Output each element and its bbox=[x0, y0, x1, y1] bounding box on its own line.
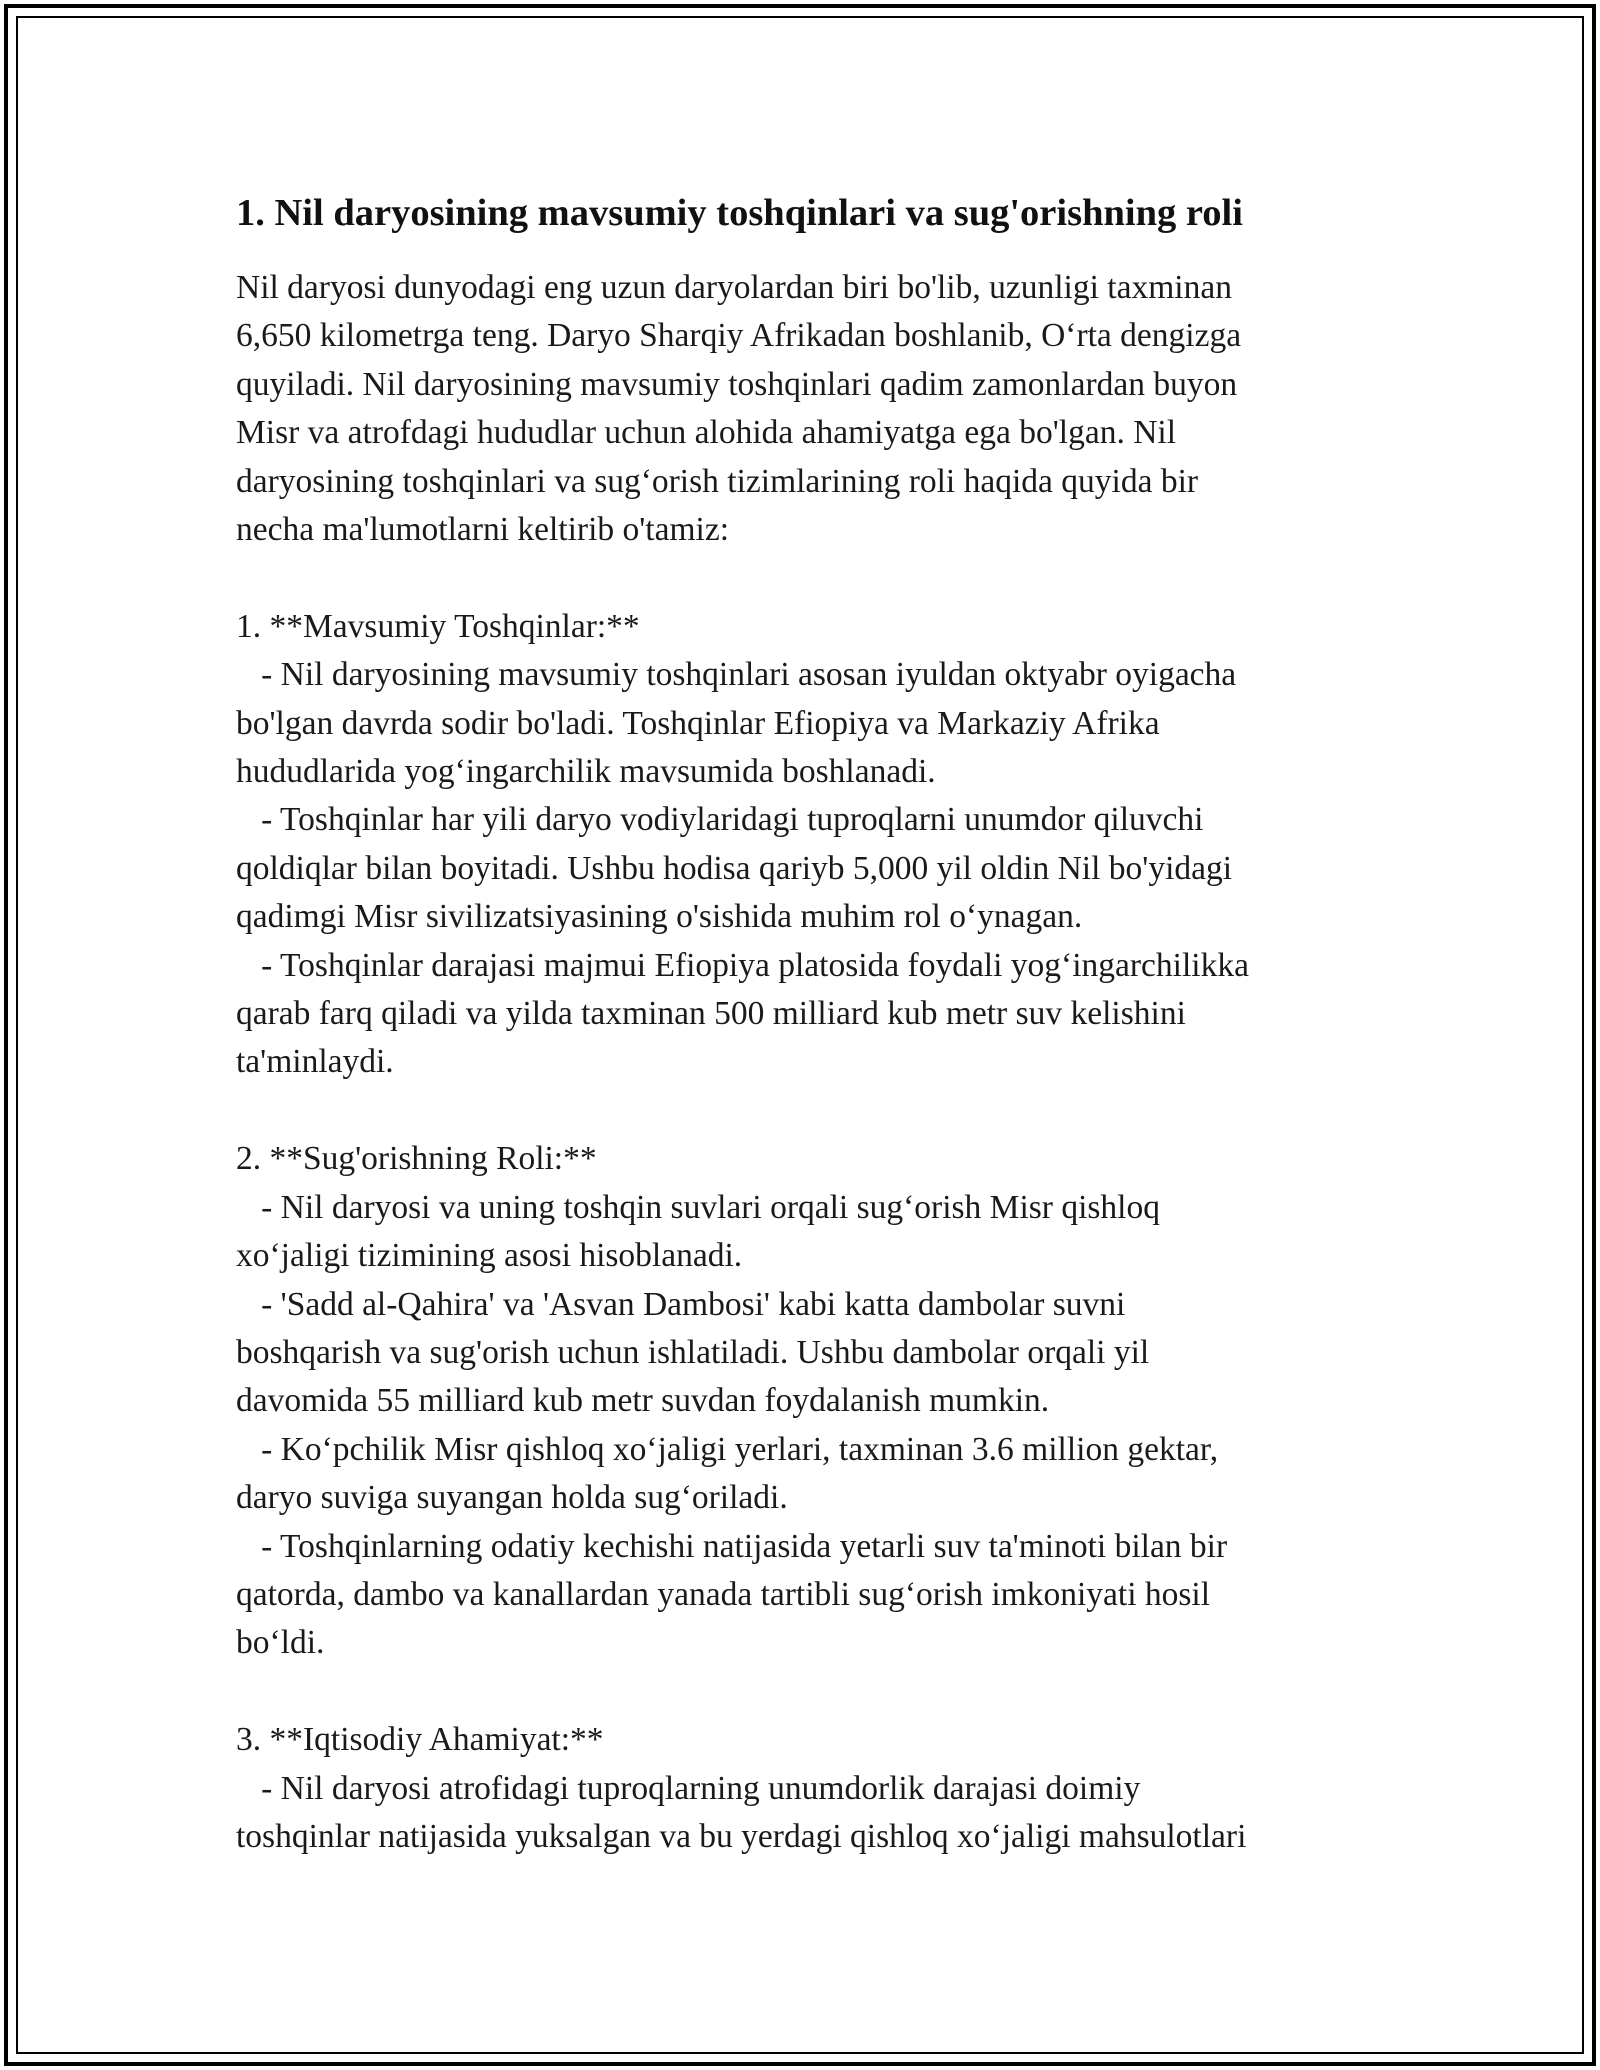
text-line: - Toshqinlar darajasi majmui Efiopiya platosida foydali yog‘ingarchilikka bbox=[236, 946, 1249, 984]
text-line: Nil daryosi dunyodagi eng uzun daryolardan biri bo'lib, uzunligi taxminan bbox=[236, 269, 1232, 306]
blank-line bbox=[236, 1087, 1396, 1135]
text-line: davomida 55 milliard kub metr suvdan foydalanish mumkin. bbox=[236, 1382, 1050, 1420]
text-line: Misr va atrofdagi hududlar uchun alohida ahamiyatga ega bo'lgan. Nil bbox=[236, 414, 1177, 452]
text-line: bo‘ldi. bbox=[236, 1624, 325, 1662]
text-line: - Nil daryosi atrofidagi tuproqlarning unumdorlik darajasi doimiy bbox=[236, 1769, 1141, 1807]
text-line: - Toshqinlarning odatiy kechishi natijasida yetarli suv ta'minoti bilan bir bbox=[236, 1527, 1228, 1565]
text-line: qatorda, dambo va kanallardan yanada tartibli sug‘orish imkoniyati hosil bbox=[236, 1575, 1211, 1613]
document-title: 1. Nil daryosining mavsumiy toshqinlari va sug'orishning roli bbox=[236, 192, 1243, 234]
text-line: ta'minlaydi. bbox=[236, 1043, 394, 1081]
text-line: hududlarida yog‘ingarchilik mavsumida boshlanadi. bbox=[236, 753, 936, 791]
text-line: - Nil daryosining mavsumiy toshqinlari asosan iyuldan oktyabr oyigacha bbox=[236, 656, 1237, 694]
text-line: quyiladi. Nil daryosining mavsumiy toshqinlari qadim zamonlardan buyon bbox=[236, 365, 1238, 403]
text-line: xo‘jaligi tizimining asosi hisoblanadi. bbox=[236, 1237, 743, 1275]
text-line: - Ko‘pchilik Misr qishloq xo‘jaligi yerlari, taxminan 3.6 million gektar, bbox=[236, 1430, 1219, 1468]
text-line: qadimgi Misr sivilizatsiyasining o'sishida muhim rol o‘ynagan. bbox=[236, 898, 1083, 936]
blank-line bbox=[236, 554, 1396, 602]
text-line: 2. **Sug'orishning Roli:** bbox=[236, 1140, 597, 1178]
text-line: daryosining toshqinlari va sug‘orish tizimlarining roli haqida quyida bir bbox=[236, 462, 1199, 500]
text-line: qoldiqlar bilan boyitadi. Ushbu hodisa qariyb 5,000 yil oldin Nil bo'yidagi bbox=[236, 849, 1233, 887]
text-line: necha ma'lumotlarni keltirib o'tamiz: bbox=[236, 511, 730, 549]
text-line: 1. **Mavsumiy Toshqinlar:** bbox=[236, 607, 640, 645]
text-line: - Toshqinlar har yili daryo vodiylaridagi tuproqlarni unumdor qiluvchi bbox=[236, 801, 1204, 839]
text-line: daryo suviga suyangan holda sug‘oriladi. bbox=[236, 1479, 788, 1517]
text-line: toshqinlar natijasida yuksalgan va bu yerdagi qishloq xo‘jaligi mahsulotlari bbox=[236, 1817, 1247, 1855]
text-line: 3. **Iqtisodiy Ahamiyat:** bbox=[236, 1721, 604, 1759]
document-content bbox=[236, 188, 1396, 1861]
text-line: qarab farq qiladi va yilda taxminan 500 milliard kub metr suv kelishini bbox=[236, 995, 1186, 1033]
text-line: 6,650 kilometrga teng. Daryo Sharqiy Afrikadan boshlanib, O‘rta dengizga bbox=[236, 317, 1242, 355]
text-line: bo'lgan davrda sodir bo'ladi. Toshqinlar Efiopiya va Markaziy Afrika bbox=[236, 704, 1160, 742]
blank-line bbox=[236, 1668, 1396, 1716]
text-line: - Nil daryosi va uning toshqin suvlari orqali sug‘orish Misr qishloq bbox=[236, 1188, 1160, 1226]
text-line: - 'Sadd al-Qahira' va 'Asvan Dambosi' kabi katta dambolar suvni bbox=[236, 1285, 1126, 1323]
document-body bbox=[236, 264, 1396, 1861]
text-line: boshqarish va sug'orish uchun ishlatiladi. Ushbu dambolar orqali yil bbox=[236, 1333, 1150, 1371]
